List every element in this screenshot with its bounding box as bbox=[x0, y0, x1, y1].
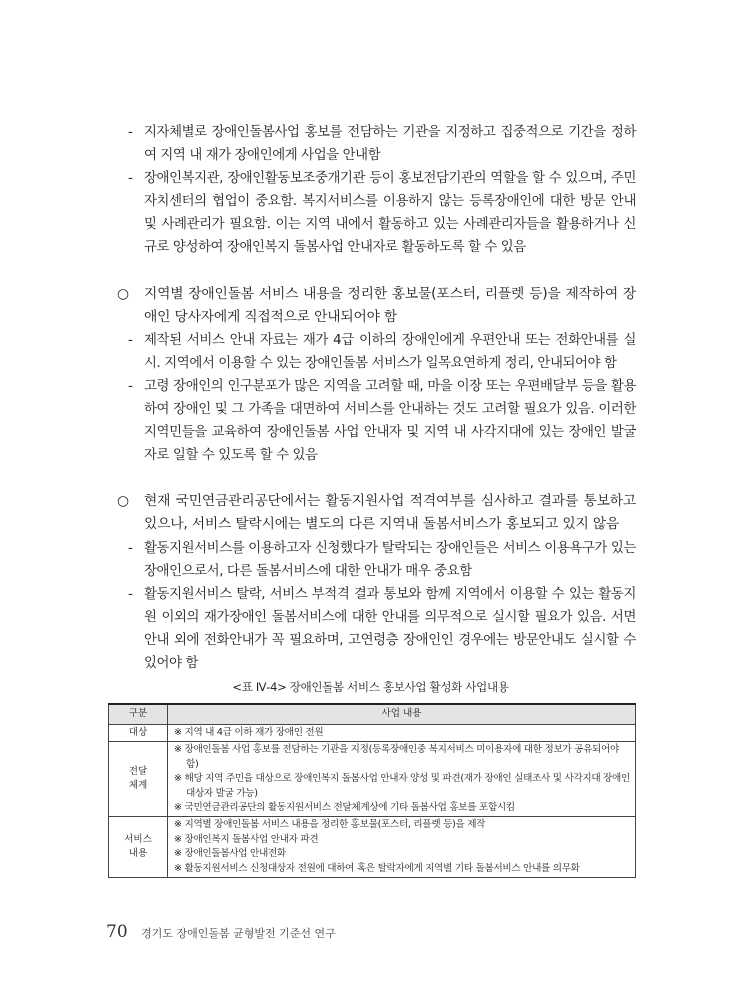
row-item: ※ 해당 지역 주민을 대상으로 장애인복지 돌봄사업 안내자 양성 및 파견(재가 장애인 실태조사 및 사각지대 장애인 대상자 발굴 가능) bbox=[174, 773, 630, 799]
paragraph-text: 지자체별로 장애인돌봄사업 홍보를 전담하는 기관을 지정하고 집중적으로 기간을 정하여 지역 내 재가 장애인에게 사업을 안내함 bbox=[144, 125, 636, 163]
circle-marker: ○ bbox=[117, 286, 130, 302]
table-row bbox=[109, 817, 636, 878]
dash-marker: - bbox=[128, 333, 133, 348]
row-category: 전달 체계 bbox=[109, 742, 168, 817]
bullet-paragraph bbox=[128, 375, 636, 467]
row-item: ※ 장애인돌봄 사업 홍보를 전담하는 기관을 지정(등록장애인중 복지서비스 미이용자에 대한 정보가 공유되어야 함) bbox=[174, 744, 619, 770]
page-number: 70 bbox=[106, 922, 128, 942]
row-category: 대상 bbox=[109, 725, 168, 742]
circle-paragraph bbox=[117, 283, 636, 329]
paragraph-text: 현재 국민연금관리공단에서는 활동지원사업 적격여부를 심사하고 결과를 통보하고 있으나, 서비스 탈락시에는 별도의 다른 지역내 돌봄서비스가 홍보되고 있지 않음 bbox=[144, 493, 636, 532]
table-row bbox=[109, 742, 636, 817]
bullet-paragraph bbox=[128, 121, 636, 167]
data-table bbox=[108, 703, 636, 878]
dash-marker: - bbox=[128, 541, 133, 556]
circle-paragraph bbox=[117, 490, 636, 536]
row-item: ※ 지역 내 4급 이하 재가 장애인 전원 bbox=[174, 727, 324, 738]
row-content bbox=[168, 742, 636, 817]
dash-marker: - bbox=[128, 587, 133, 602]
dash-marker: - bbox=[128, 171, 133, 186]
header-category: 구분 bbox=[109, 704, 168, 725]
dash-marker: - bbox=[128, 125, 133, 140]
circle-marker: ○ bbox=[117, 493, 130, 509]
page-footer bbox=[106, 922, 336, 942]
bullet-paragraph bbox=[128, 329, 636, 375]
row-content bbox=[168, 725, 636, 742]
paragraph-text: 제작된 서비스 안내 자료는 재가 4급 이하의 장애인에게 우편안내 또는 전화안내를 실시. 지역에서 이용할 수 있는 장애인돌봄 서비스가 일목요연하게 정리, 안내되어야 함 bbox=[144, 333, 636, 371]
paragraph-text: 장애인복지관, 장애인활동보조중개기관 등이 홍보전담기관의 역할을 할 수 있으며, 주민자치센터의 협업이 중요함. 복지서비스를 이용하지 않는 등록장애인에 대한 방문 안내 및 사례관리가 필요함. 이는 지역 내에서 활동하고 있는 사례관리자들을 활용하거나 신규로 양성하여 장애인복지 돌봄사업 안내자로 활동하도록 할 수 있음 bbox=[144, 171, 636, 255]
row-item: ※ 장애인복지 돌봄사업 안내자 파견 bbox=[174, 833, 319, 845]
bullet-paragraph bbox=[128, 537, 636, 583]
header-content: 사업 내용 bbox=[168, 704, 636, 725]
table-header-row bbox=[109, 704, 636, 725]
paragraph-text: 지역별 장애인돌봄 서비스 내용을 정리한 홍보물(포스터, 리플렛 등)을 제작하여 장애인 당사자에게 직접적으로 안내되어야 함 bbox=[144, 286, 636, 325]
row-item: ※ 국민연금관리공단의 활동지원서비스 전달체계상에 기타 돌봄사업 홍보를 포함시킴 bbox=[174, 802, 515, 814]
paragraph-text: 활동지원서비스를 이용하고자 신청했다가 탈락되는 장애인들은 서비스 이용욕구가 있는 장애인으로서, 다른 돌봄서비스에 대한 안내가 매우 중요함 bbox=[144, 541, 636, 579]
row-item: ※ 장애인돌봄사업 안내전화 bbox=[174, 848, 286, 860]
row-category: 서비스 내용 bbox=[109, 817, 168, 878]
dash-marker: - bbox=[128, 379, 133, 394]
row-item: ※ 활동지원서비스 신청대상자 전원에 대하여 혹은 탈락자에게 지역별 기타 돌봄서비스 안내를 의무화 bbox=[174, 862, 580, 874]
row-item: ※ 지역별 장애인돌봄 서비스 내용을 정리한 홍보물(포스터, 리플렛 등)을 제작 bbox=[174, 819, 486, 831]
paragraph-text: 고령 장애인의 인구분포가 많은 지역을 고려할 때, 마을 이장 또는 우편배달부 등을 활용하여 장애인 및 그 가족을 대면하여 서비스를 안내하는 것도 고려할 필요가 있음. 이러한 지역민들을 교육하여 장애인돌봄 사업 안내자 및 지역 내 사각지대에 있는 장애인 발굴자로 일할 수 있도록 할 수 있음 bbox=[144, 379, 636, 463]
running-title: 경기도 장애인돌봄 균형발전 기준선 연구 bbox=[141, 927, 336, 940]
table-row bbox=[109, 725, 636, 742]
table-caption: <표 Ⅳ-4> 장애인돌봄 서비스 홍보사업 활성화 사업내용 bbox=[232, 680, 509, 694]
row-content bbox=[168, 817, 636, 878]
bullet-paragraph bbox=[128, 583, 636, 675]
paragraph-text: 활동지원서비스 탈락, 서비스 부적격 결과 통보와 함께 지역에서 이용할 수 있는 활동지원 이외의 재가장애인 돌봄서비스에 대한 안내를 의무적으로 실시할 필요가 있음. 서면안내 외에 전화안내가 꼭 필요하며, 고연령층 장애인인 경우에는 방문안내도 실시할 수 있어야 함 bbox=[144, 587, 636, 671]
bullet-paragraph bbox=[128, 167, 636, 259]
